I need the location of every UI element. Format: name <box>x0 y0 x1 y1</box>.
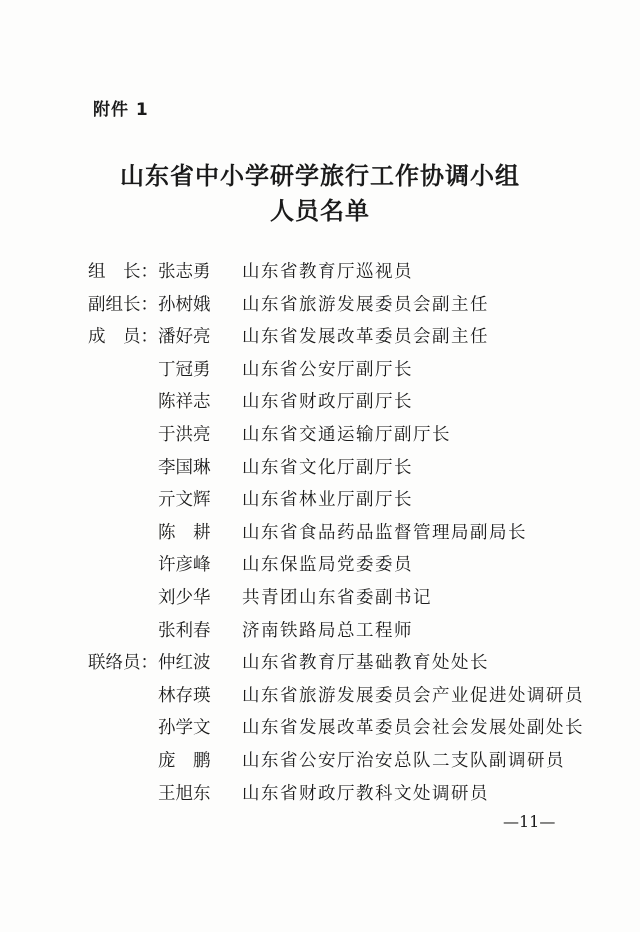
member-row <box>0 321 640 354</box>
member-row <box>0 745 640 778</box>
member-row <box>0 354 640 387</box>
attachment-label: 附件 1 <box>93 100 149 120</box>
member-name: 于洪亮 <box>158 424 211 445</box>
member-position: 山东省食品药品监督管理局副局长 <box>242 522 527 543</box>
member-row <box>0 484 640 517</box>
member-position: 山东省教育厅巡视员 <box>242 262 413 282</box>
member-row <box>0 256 640 289</box>
member-row <box>0 549 640 582</box>
page-number: —11— <box>503 812 556 831</box>
member-name: 张利春 <box>158 620 211 641</box>
member-row <box>0 386 640 419</box>
member-row <box>0 712 640 745</box>
member-list <box>0 256 640 810</box>
member-name: 仲红波 <box>158 653 211 674</box>
member-name: 陈 耕 <box>158 522 211 543</box>
member-row <box>0 615 640 648</box>
member-position: 山东省发展改革委员会社会发展处副处长 <box>242 718 584 739</box>
member-name: 庞 鹏 <box>158 750 211 771</box>
member-row <box>0 582 640 615</box>
member-name: 王旭东 <box>158 783 211 804</box>
member-position: 山东省交通运输厅副厅长 <box>242 424 451 445</box>
member-name: 林存瑛 <box>158 685 211 706</box>
member-name: 丁冠勇 <box>158 359 211 380</box>
member-position: 济南铁路局总工程师 <box>242 620 413 641</box>
member-position: 山东省发展改革委员会副主任 <box>242 327 489 348</box>
member-name: 李国琳 <box>158 457 211 478</box>
member-position: 共青团山东省委副书记 <box>242 587 432 608</box>
member-position: 山东省财政厅教科文处调研员 <box>242 783 489 804</box>
member-row <box>0 289 640 322</box>
member-name: 张志勇 <box>158 262 211 282</box>
member-row <box>0 517 640 550</box>
member-position: 山东省旅游发展委员会产业促进处调研员 <box>242 685 584 706</box>
member-position: 山东省文化厅副厅长 <box>242 457 413 478</box>
member-row <box>0 452 640 485</box>
member-position: 山东省公安厅副厅长 <box>242 359 413 380</box>
member-role: 组 长： <box>88 262 158 282</box>
member-role: 联络员： <box>88 653 158 674</box>
member-row <box>0 419 640 452</box>
member-position: 山东保监局党委委员 <box>242 555 413 576</box>
member-position: 山东省旅游发展委员会副主任 <box>242 294 489 315</box>
member-name: 许彦峰 <box>158 555 211 576</box>
member-position: 山东省公安厅治安总队二支队副调研员 <box>242 750 565 771</box>
member-row <box>0 647 640 680</box>
member-name: 潘好亮 <box>158 327 211 348</box>
member-position: 山东省财政厅副厅长 <box>242 392 413 413</box>
member-row <box>0 680 640 713</box>
member-role: 成 员： <box>88 327 158 348</box>
member-role: 副组长： <box>88 294 158 315</box>
member-name: 刘少华 <box>158 587 211 608</box>
member-position: 山东省林业厅副厅长 <box>242 490 413 511</box>
document-title: 山东省中小学研学旅行工作协调小组 <box>120 161 520 190</box>
document-subtitle: 人员名单 <box>270 196 370 225</box>
member-name: 孙学文 <box>158 718 211 739</box>
member-name: 亓文辉 <box>158 490 211 511</box>
member-row <box>0 778 640 811</box>
member-name: 陈祥志 <box>158 392 211 413</box>
member-position: 山东省教育厅基础教育处处长 <box>242 653 489 674</box>
member-name: 孙树娥 <box>158 294 211 315</box>
